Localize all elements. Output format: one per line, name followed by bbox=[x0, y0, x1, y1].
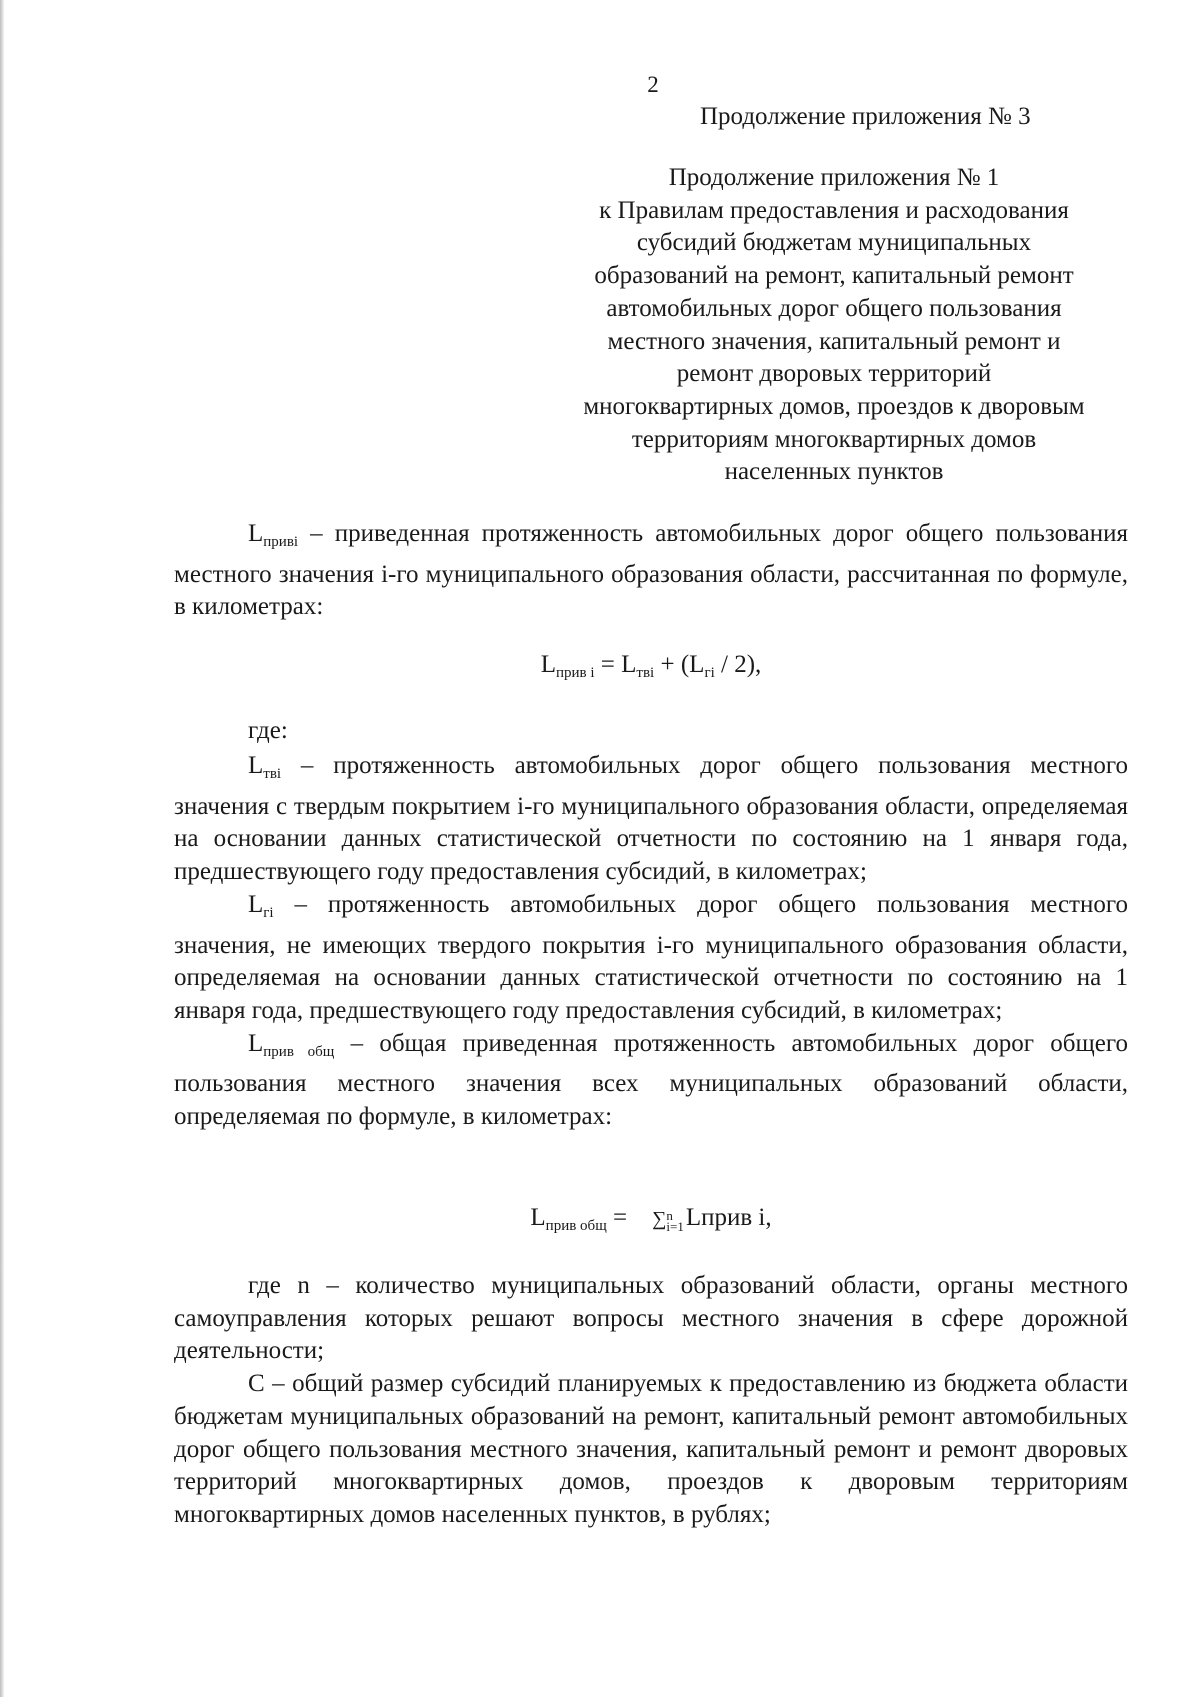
definition-c: С – общий размер субсидий планируемых к предоставлению из бюджета области бюджетам муниципальных образований на ремонт, капитальный ремонт автомобильных дорог общего пользования местного значения, капитальный ремонт и ремонт дворовых территорий многоквартирных домов, проездов к дворовым территориям многоквартирных домов населенных пунктов, в рублях; bbox=[174, 1370, 1128, 1528]
header-line: многоквартирных домов, проездов к дворовым bbox=[583, 392, 1085, 420]
header-line: ремонт дворовых территорий bbox=[676, 360, 992, 388]
header-line: образований на ремонт, капитальный ремонт bbox=[594, 262, 1074, 290]
appendix-header bbox=[540, 162, 1128, 489]
scan-edge bbox=[0, 0, 4, 1697]
header-line: местного значения, капитальный ремонт и bbox=[607, 327, 1061, 355]
header-line: населенных пунктов bbox=[724, 458, 944, 486]
definition-lg: $L_{гi}$ – протяженность автомобильных дорог общего пользования местного значения, не имеющих твердого покрытия i-го муниципального образования области, определяемая на основании данных статистической отчетности по состоянию на 1 января года, предшествующего году предоставления субсидий, в километрах; bbox=[174, 890, 1128, 1024]
definition-block-2 bbox=[174, 750, 1128, 1134]
continuation-appendix-3: Продолжение приложения № 3 bbox=[700, 103, 1031, 130]
header-line: территориям многоквартирных домов bbox=[631, 425, 1037, 453]
definition-lpriv-obsh: $L_{прив общ}$ – общая приведенная протяженность автомобильных дорог общего пользования местного значения всех муниципальных образований области, определяемая по формуле, в километрах: bbox=[174, 1029, 1128, 1131]
sum-sign: ∑ bbox=[652, 1208, 667, 1230]
formula-lpriv-obsh: $L_{прив общ}$ = ∑ n i=1 Lприв i, bbox=[530, 1204, 772, 1234]
header-line: автомобильных дорог общего пользования bbox=[606, 294, 1062, 322]
definition-n: где n – количество муниципальных образований области, органы местного самоуправления которых решают вопросы местного значения в сфере дорожной деятельности; bbox=[174, 1272, 1128, 1365]
definition-lpriv: $L_{привi}$ – приведенная протяженность автомобильных дорог общего пользования местного значения i-го муниципального образования области, рассчитанная по формуле, в километрах: bbox=[174, 520, 1128, 621]
header-line: к Правилам предоставления и расходования bbox=[599, 196, 1069, 224]
where-label: где: bbox=[248, 717, 288, 744]
definition-block-1 bbox=[174, 518, 1128, 624]
header-line: Продолжение приложения № 1 bbox=[668, 164, 1000, 191]
definition-ltv: $L_{твi}$ – протяженность автомобильных дорог общего пользования местного значения с твердым покрытием i-го муниципального образования области, определяемая на основании данных статистической отчетности по состоянию на 1 января года, предшествующего году предоставления субсидий, в километрах; bbox=[174, 752, 1128, 886]
definition-block-3 bbox=[174, 1270, 1128, 1532]
header-line: субсидий бюджетам муниципальных bbox=[636, 229, 1032, 257]
formula-lpriv: $L_{прив i} = L_{твi} + (L_{гi} / 2)$, bbox=[540, 651, 762, 681]
page-number: 2 bbox=[647, 72, 659, 97]
